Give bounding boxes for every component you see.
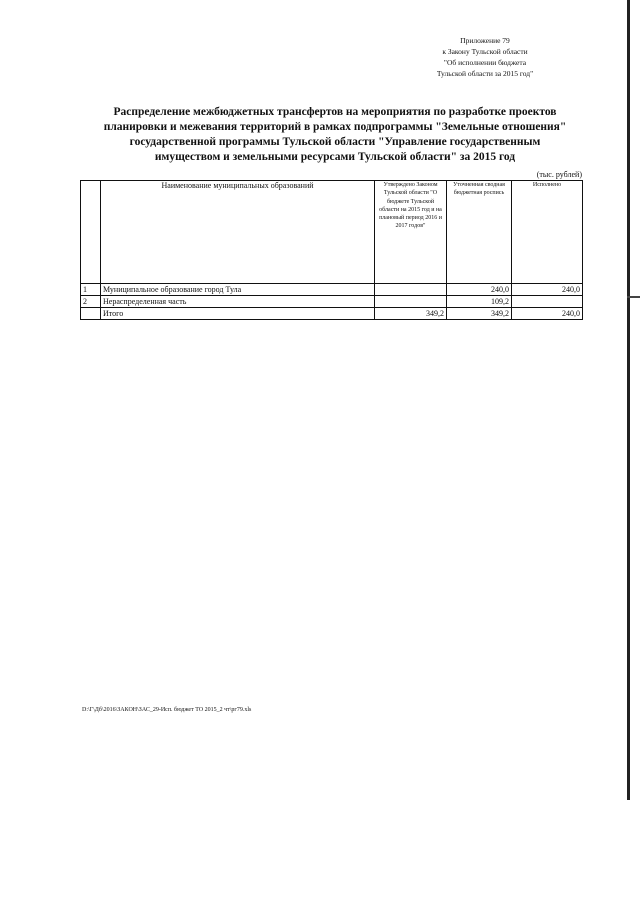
header-approved: Утверждено Законом Тульской области "О бюджете Тульской области на 2015 год и на плановый период 2016 и 2017 годов" [375,181,447,284]
total-refined: 349,2 [447,308,512,320]
title-line-1: Распределение межбюджетных трансфертов на мероприятия по разработке проектов [113,106,557,118]
total-num [81,308,101,320]
header-num [81,181,101,284]
document-title [70,105,600,165]
header-executed: Исполнено [512,181,583,284]
header-name: Наименование муниципальных образований [101,181,375,284]
row-num: 2 [81,296,101,308]
scan-edge-mark [627,296,640,298]
total-name: Итого [101,308,375,320]
appendix-line-1: Приложение 79 [460,36,510,45]
total-executed: 240,0 [512,308,583,320]
row-refined: 240,0 [447,284,512,296]
table-row [81,296,583,308]
table-total-row [81,308,583,320]
appendix-block [400,35,570,79]
row-executed [512,296,583,308]
title-line-3: государственной программы Тульской области "Управление государственным [129,136,541,148]
header-refined: Уточненная сводная бюджетная роспись [447,181,512,284]
appendix-line-3: "Об исполнении бюджета [443,58,527,67]
file-path-footer: D:\Г\Дб\2016\ЗАКОН\ЗАС_29-Исп. бюджет ТО 2015_2 чт\рг79.xls [82,707,252,713]
row-num: 1 [81,284,101,296]
row-approved [375,296,447,308]
appendix-line-2: к Закону Тульской области [442,47,528,56]
row-approved [375,284,447,296]
total-approved: 349,2 [375,308,447,320]
title-line-4: имуществом и земельными ресурсами Тульской области" за 2015 год [154,151,516,163]
row-name: Муниципальное образование город Тула [101,284,375,296]
appendix-line-4: Тульской области за 2015 год" [436,69,534,78]
units-label: (тыс. рублей) [536,170,582,179]
transfers-table [80,180,583,320]
row-executed: 240,0 [512,284,583,296]
title-line-2: планировки и межевания территорий в рамках подпрограммы "Земельные отношения" [103,121,567,133]
table-header-row [81,181,583,284]
table-row [81,284,583,296]
row-refined: 109,2 [447,296,512,308]
scan-edge-line [627,0,630,800]
row-name: Нераспределенная часть [101,296,375,308]
